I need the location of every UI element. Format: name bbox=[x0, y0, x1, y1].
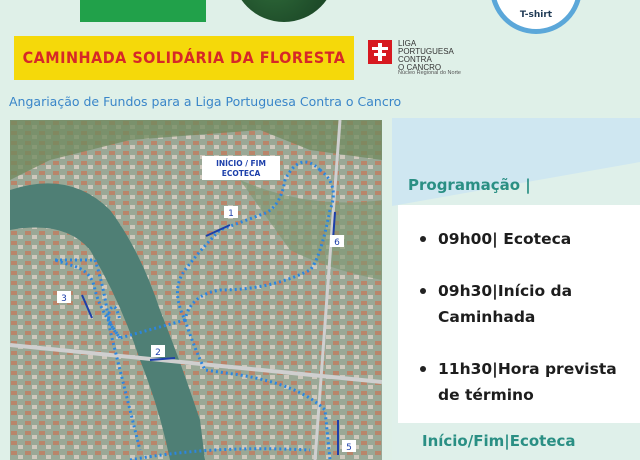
lpcc-cross-icon bbox=[368, 40, 392, 64]
bullet-icon bbox=[420, 366, 426, 372]
map-start-label-line2: ECOTECA bbox=[221, 169, 261, 178]
program-item bbox=[438, 226, 638, 252]
map-marker: 1 bbox=[228, 209, 234, 219]
map-marker: 5 bbox=[346, 443, 352, 453]
map-marker: 3 bbox=[61, 294, 67, 304]
bullet-icon bbox=[420, 236, 426, 242]
lpcc-subtitle: Núcleo Regional do Norte bbox=[398, 70, 461, 76]
program-item-line1: 11h30|Hora prevista bbox=[438, 360, 617, 378]
bullet-icon bbox=[420, 288, 426, 294]
tshirt-label: T-shirt bbox=[519, 10, 553, 20]
program-item bbox=[438, 356, 638, 408]
program-item bbox=[438, 278, 638, 330]
route-map bbox=[10, 120, 382, 460]
green-block bbox=[80, 0, 206, 22]
lpcc-name-line: O CANCRO bbox=[398, 63, 442, 72]
lpcc-name-line: LIGA bbox=[398, 39, 417, 48]
subtitle: Angariação de Fundos para a Liga Portuguesa Contra o Cancro bbox=[9, 94, 402, 109]
route-map-image bbox=[10, 120, 382, 460]
lpcc-name bbox=[398, 40, 454, 72]
lpcc-logo-icon bbox=[368, 40, 392, 64]
map-marker: 6 bbox=[334, 238, 340, 248]
page-title: CAMINHADA SOLIDÁRIA DA FLORESTA bbox=[22, 48, 346, 67]
lpcc-name-line: PORTUGUESA bbox=[398, 47, 454, 56]
program-item-line1: 09h00| Ecoteca bbox=[438, 230, 572, 248]
map-start-label-line1: INÍCIO / FIM bbox=[216, 159, 266, 168]
lpcc-name-line: CONTRA bbox=[398, 55, 432, 64]
start-end-location: Início/Fim|Ecoteca bbox=[422, 432, 576, 450]
program-title: Programação | bbox=[408, 176, 531, 194]
program-item-line2: de término bbox=[438, 386, 534, 404]
map-marker: 2 bbox=[155, 348, 161, 358]
program-item-line2: Caminhada bbox=[438, 308, 536, 326]
program-item-line1: 09h30|Início da bbox=[438, 282, 573, 300]
leaf-image bbox=[232, 0, 336, 22]
